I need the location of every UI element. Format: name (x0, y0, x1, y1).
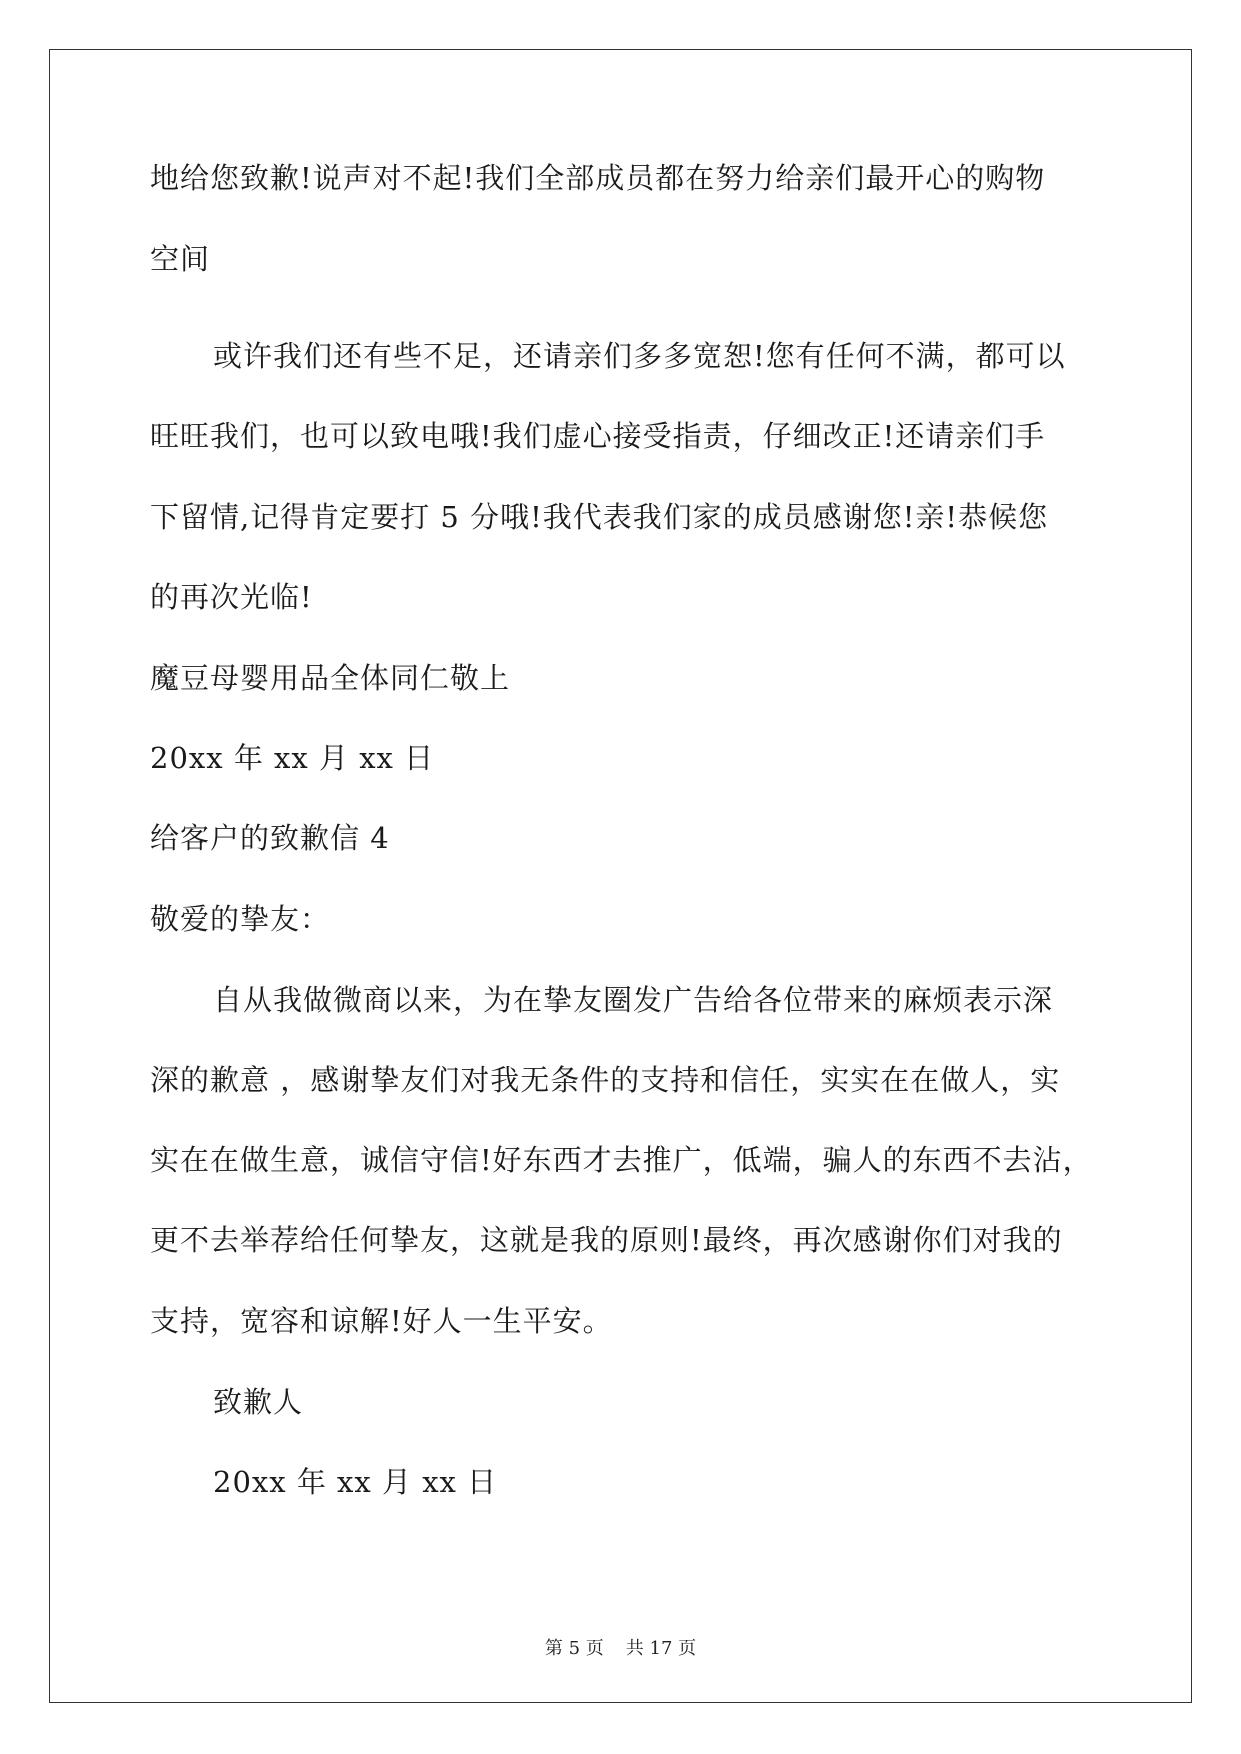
text-line: 更不去举荐给任何挚友，这就是我的原则!最终，再次感谢你们对我的 (150, 1223, 1063, 1257)
salutation: 敬爱的挚友： (150, 902, 331, 936)
text-line: 深的歉意 ，感谢挚友们对我无条件的支持和信任，实实在在做人，实 (150, 1063, 1061, 1097)
page-total: 共 17 页 (625, 1638, 697, 1659)
text-line: 20xx 年 xx 月 xx 日 (150, 741, 435, 775)
signature: 致歉人 (213, 1385, 304, 1419)
page-footer (0, 1637, 1241, 1661)
text-line: 自从我做微商以来，为在挚友圈发广告给各位带来的麻烦表示深 (213, 983, 1054, 1017)
text-line: 旺旺我们，也可以致电哦!我们虚心接受指责，仔细改正!还请亲们手 (150, 419, 1046, 453)
date-line: 20xx 年 xx 月 xx 日 (213, 1465, 498, 1499)
text-line: 或许我们还有些不足，还请亲们多多宽恕!您有任何不满，都可以 (213, 339, 1066, 373)
text-line: 支持，宽容和谅解!好人一生平安。 (150, 1304, 613, 1338)
text-line: 的再次光临! (150, 580, 313, 614)
text-line: 下留情,记得肯定要打 5 分哦!我代表我们家的成员感谢您!亲!恭候您 (150, 500, 1049, 534)
section-title: 给客户的致歉信 4 (150, 821, 390, 855)
text-line: 空间 (150, 242, 211, 276)
page-border (49, 49, 1192, 1703)
text-line: 魔豆母婴用品全体同仁敬上 (150, 661, 511, 695)
text-line: 地给您致歉!说声对不起!我们全部成员都在努力给亲们最开心的购物 (150, 161, 1046, 195)
text-line: 实在在做生意，诚信守信!好东西才去推广，低端，骗人的东西不去沾， (150, 1143, 1093, 1177)
page-number: 第 5 页 (544, 1638, 604, 1659)
